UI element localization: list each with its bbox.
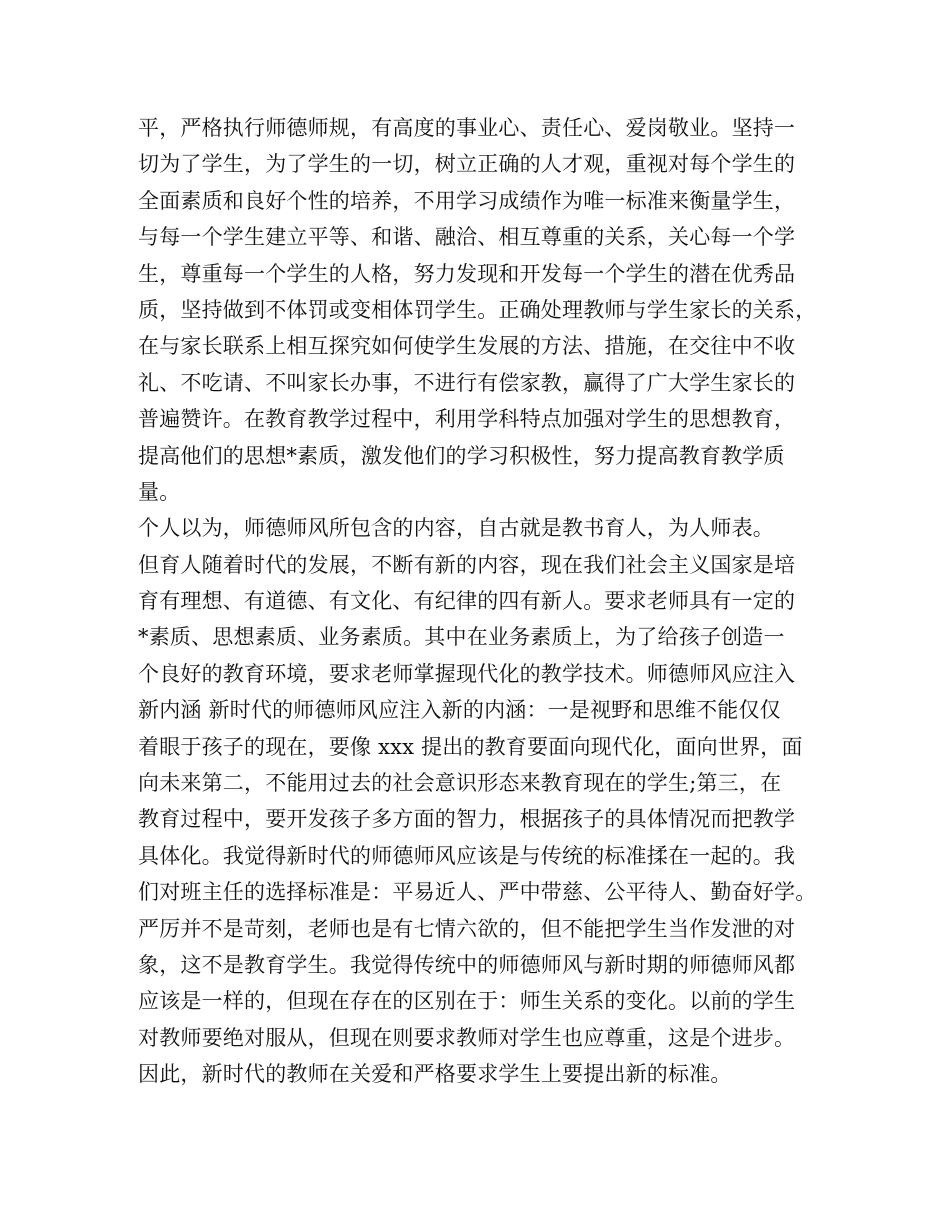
text-line: 个人以为，师德师风所包含的内容，自古就是教书育人，为人师表。 bbox=[138, 516, 774, 541]
paragraph bbox=[138, 510, 838, 1092]
document-body bbox=[138, 110, 838, 1093]
text-line: 切为了学生，为了学生的一切，树立正确的人才观，重视对每个学生的 bbox=[138, 152, 796, 177]
text-line: 质，坚持做到不体罚或变相体罚学生。正确处理教师与学生家长的关系， bbox=[138, 297, 817, 322]
text-line: 平，严格执行师德师规，有高度的事业心、责任心、爱岗敬业。坚持一 bbox=[138, 116, 796, 140]
text-line: 向未来第二，不能用过去的社会意识形态来教育现在的学生;第三，在 bbox=[138, 771, 782, 796]
text-line: *素质、思想素质、业务素质。其中在业务素质上，为了给孩子创造一 bbox=[138, 625, 785, 650]
text-line: 应该是一样的，但现在存在的区别在于：师生关系的变化。以前的学生 bbox=[138, 989, 796, 1014]
text-line: 们对班主任的选择标准是：平易近人、严中带慈、公平待人、勤奋好学。 bbox=[138, 880, 817, 905]
text-line: 具体化。我觉得新时代的师德师风应该是与传统的标准揉在一起的。我 bbox=[138, 843, 796, 868]
text-line: 育有理想、有道德、有文化、有纪律的四有新人。要求老师具有一定的 bbox=[138, 589, 796, 614]
text-line: 新内涵 新时代的师德师风应注入新的内涵：一是视野和思维不能仅仅 bbox=[138, 698, 781, 723]
text-line: 全面素质和良好个性的培养，不用学习成绩作为唯一标准来衡量学生， bbox=[138, 188, 796, 213]
text-line: 个良好的教育环境，要求老师掌握现代化的教学技术。师德师风应注入 bbox=[138, 661, 796, 686]
text-line: 礼、不吃请、不叫家长办事，不进行有偿家教，赢得了广大学生家长的 bbox=[138, 370, 796, 395]
paragraph bbox=[138, 110, 838, 510]
text-line: 着眼于孩子的现在，要像 xxx 提出的教育要面向现代化，面向世界，面 bbox=[138, 734, 803, 759]
text-line: 对教师要绝对服从，但现在则要求教师对学生也应尊重，这是个进步。 bbox=[138, 1025, 796, 1050]
text-line: 严厉并不是苛刻，老师也是有七情六欲的，但不能把学生当作发泄的对 bbox=[138, 916, 796, 941]
text-line: 象，这不是教育学生。我觉得传统中的师德师风与新时期的师德师风都 bbox=[138, 952, 796, 977]
text-line: 量。 bbox=[138, 479, 181, 504]
text-line: 因此，新时代的教师在关爱和严格要求学生上要提出新的标准。 bbox=[138, 1062, 732, 1087]
text-line: 生，尊重每一个学生的人格，努力发现和开发每一个学生的潜在优秀品 bbox=[138, 261, 796, 286]
text-line: 在与家长联系上相互探究如何使学生发展的方法、措施，在交往中不收 bbox=[138, 334, 796, 359]
text-line: 但育人随着时代的发展，不断有新的内容，现在我们社会主义国家是培 bbox=[138, 552, 796, 577]
text-line: 与每一个学生建立平等、和谐、融洽、相互尊重的关系，关心每一个学 bbox=[138, 225, 796, 250]
text-line: 普遍赞许。在教育教学过程中，利用学科特点加强对学生的思想教育， bbox=[138, 407, 796, 432]
text-line: 提高他们的思想*素质，激发他们的学习积极性，努力提高教育教学质 bbox=[138, 443, 785, 468]
text-line: 教育过程中，要开发孩子多方面的智力，根据孩子的具体情况而把教学 bbox=[138, 807, 796, 832]
